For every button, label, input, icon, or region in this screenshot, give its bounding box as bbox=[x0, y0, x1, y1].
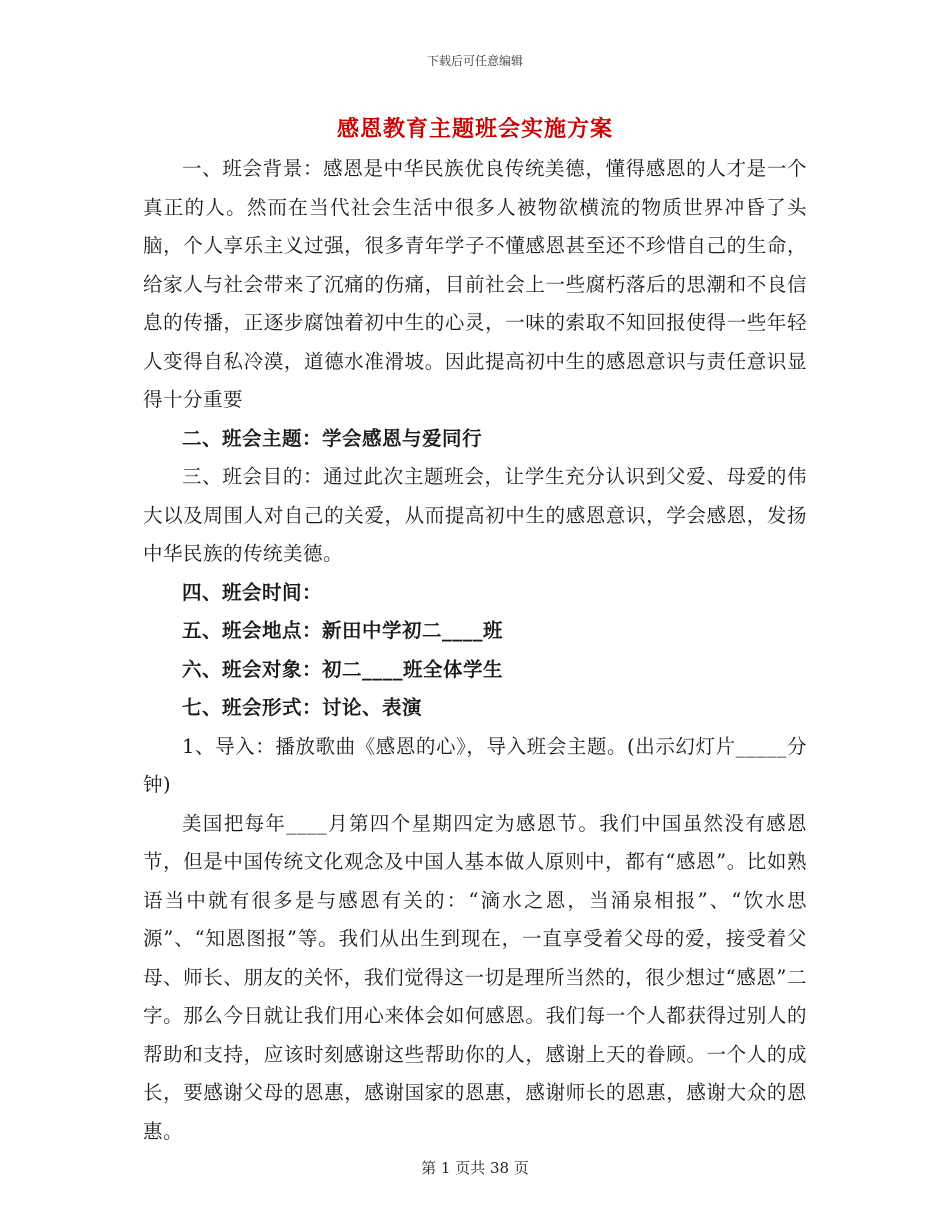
paragraph-location: 五、班会地点：新田中学初二____班 bbox=[182, 619, 504, 642]
paragraph-time: 四、班会时间： bbox=[182, 580, 323, 604]
paragraph-intro-step: 1、导入：播放歌曲《感恩的心》，导入班会主题。(出示幻灯片_____分钟) bbox=[143, 734, 807, 796]
paragraph-theme: 二、班会主题：学会感恩与爱同行 bbox=[182, 426, 483, 450]
document-title: 感恩教育主题班会实施方案 bbox=[336, 116, 613, 142]
paragraph-audience: 六、班会对象：初二____班全体学生 bbox=[182, 657, 504, 681]
header-note: 下载后可任意编辑 bbox=[426, 54, 523, 68]
paragraph-format: 七、班会形式：讨论、表演 bbox=[182, 696, 423, 719]
paragraph-thanksgiving: 美国把每年____月第四个星期四定为感恩节。我们中国虽然没有感恩节，但是中国传统文化观念及中国人基本做人原则中，都有“感恩”。比如熟语当中就有很多是与感恩有关的：“滴水之恩，当涌泉相报”、“饮水思源”、“知恩图报”等。我们从出生到现在，一直享受着父母的爱，接受着父母、师长、朋友的关怀，我们觉得这一切是理所当然的，很少想过“感恩”二字。那么今日就让我们用心来体会如何感恩。我们每一个人都获得过别人的帮助和支持，应该时刻感谢这些帮助你的人，感谢上天的眷顾。一个人的成长，要感谢父母的恩惠，感谢国家的恩惠，感谢师长的恩惠，感谢大众的恩惠。 bbox=[143, 811, 807, 1143]
paragraph-purpose: 三、班会目的：通过此次主题班会，让学生充分认识到父爱、母爱的伟大以及周围人对自己的关爱，从而提高初中生的感恩意识，学会感恩，发扬中华民族的传统美德。 bbox=[143, 465, 807, 565]
page-footer: 第 1 页共 38 页 bbox=[421, 1159, 529, 1177]
paragraph-background: 一、班会背景：感恩是中华民族优良传统美德，懂得感恩的人才是一个真正的人。然而在当代社会生活中很多人被物欲横流的物质世界冲昏了头脑，个人享乐主义过强，很多青年学子不懂感恩甚至还不珍惜自己的生命，给家人与社会带来了沉痛的伤痛，目前社会上一些腐朽落后的思潮和不良信息的传播，正逐步腐蚀着初中生的心灵，一味的索取不知回报使得一些年轻人变得自私冷漠，道德水准滑坡。因此提高初中生的感恩意识与责任意识显得十分重要 bbox=[143, 157, 807, 411]
document-body bbox=[143, 150, 807, 1151]
